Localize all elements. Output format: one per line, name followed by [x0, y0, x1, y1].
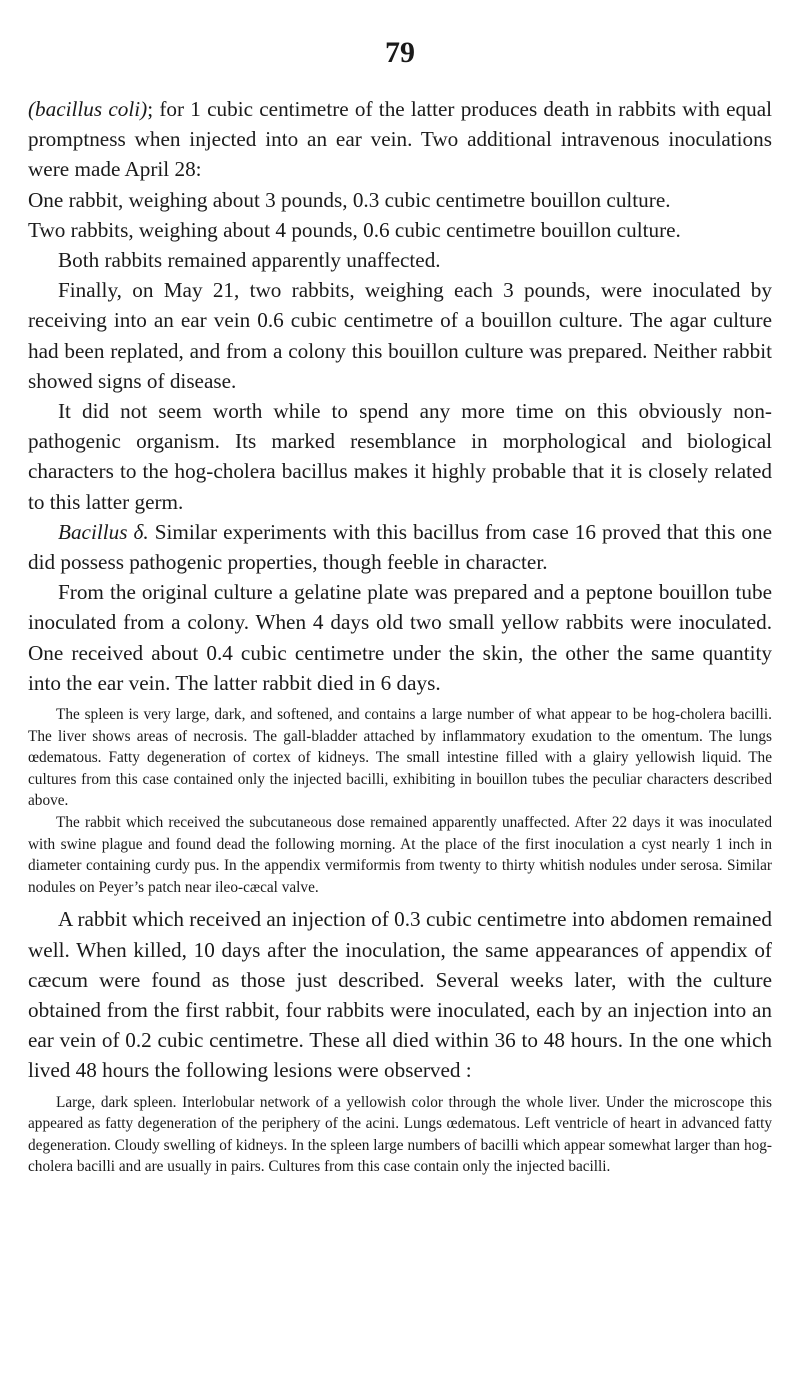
paragraph-7-text: Similar experiments with this bacillus from case 16 proved that this one did possess pathogenic properties, though feeble in character. — [28, 519, 772, 575]
note-paragraph-2: The rabbit which received the subcutaneous dose remained apparently unaffected. After 22 days it was inoculated with swine plague and found dead the following morning. At the place of the first inoculation a cyst nearly 1 inch in diameter containing curdy pus. In the appendix vermiformis from twenty to thirty whitish nodules under serosa. Similar nodules on Peyer’s patch near ileo-cæcal valve. — [28, 814, 772, 896]
note-paragraph-1: The spleen is very large, dark, and softened, and contains a large number of what appear to be hog-cholera bacilli. The liver shows areas of necrosis. The gall-bladder attached by inflammatory exudation to the omentum. The lungs œdematous. Fatty degeneration of cortex of kidneys. The small intestine filled with a glairy yellowish liquid. The cultures from this case contained only the injected bacilli, exhibiting in bouillon tubes the peculiar characters described above. — [28, 706, 772, 810]
paragraph-1-italic: (bacillus coli) — [28, 97, 148, 121]
paragraph-8: From the original culture a gelatine plate was prepared and a peptone bouillon tube inoculated from a colony. When 4 days old two small yellow rabbits were inoculated. One received about 0.4 cubic centimetre under the skin, the other the same quantity into the ear vein. The latter rabbit died in 6 days. — [28, 580, 772, 695]
page-number: 79 — [385, 36, 415, 69]
body-text — [28, 94, 772, 1178]
paragraph-7-lead: Bacillus δ. — [58, 519, 149, 544]
paragraph-6: It did not seem worth while to spend any more time on this obviously non-pathogenic organism. Its marked resemblance in morphological and biological characters to the hog-cholera bacillus makes it highly probable that it is closely related to this latter germ. — [28, 399, 772, 514]
paragraph-7 — [28, 517, 772, 577]
paragraph-3: Two rabbits, weighing about 4 pounds, 0.6 cubic centimetre bouillon culture. — [28, 217, 681, 242]
note-paragraph-3: Large, dark spleen. Interlobular network of a yellowish color through the whole liver. Under the microscope this appeared as fatty degeneration of the periphery of the acini. Lungs œdematous. Left ventricle of heart in advanced fatty degeneration. Cloudy swelling of kidneys. In the spleen large numbers of bacilli which appear somewhat larger than hog-cholera bacilli and are usually in pairs. Cultures from this case contain only the injected bacilli. — [28, 1093, 772, 1176]
paragraph-1 — [28, 94, 772, 185]
paragraph-9: A rabbit which received an injection of 0.3 cubic centimetre into abdomen remained well. When killed, 10 days after the inoculation, the same appearances of appendix of cæcum were found as those just described. Several weeks later, with the culture obtained from the first rabbit, four rabbits were inoculated, each by an injection into an ear vein of 0.2 cubic centimetre. These all died within 36 to 48 hours. In the one which lived 48 hours the following lesions were observed : — [28, 907, 772, 1083]
paragraph-4: Both rabbits remained apparently unaffected. — [58, 248, 441, 273]
paragraph-5: Finally, on May 21, two rabbits, weighing each 3 pounds, were inoculated by receiving into an ear vein 0.6 cubic centimetre of a bouillon culture. The agar culture had been replated, and from a colony this bouillon culture was prepared. Neither rabbit showed signs of disease. — [28, 278, 772, 393]
paragraph-1-text: ; for 1 cubic centimetre of the latter produces death in rabbits with equal promptness when injected into an ear vein. Two additional intravenous inoculations were made April 28: — [28, 97, 772, 182]
paragraph-2: One rabbit, weighing about 3 pounds, 0.3 cubic centimetre bouillon culture. — [28, 187, 671, 212]
